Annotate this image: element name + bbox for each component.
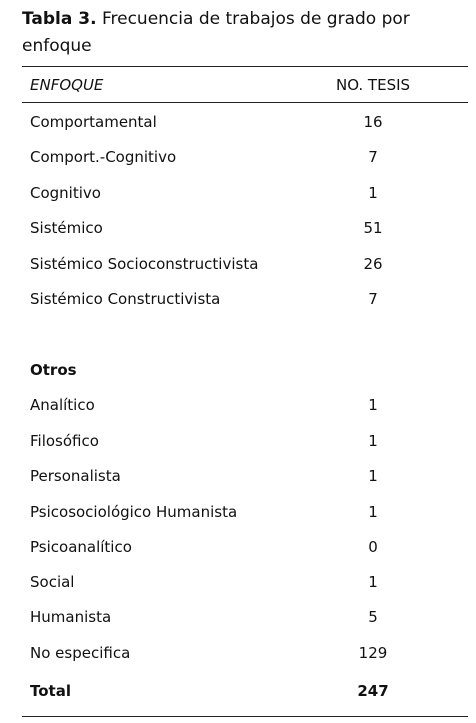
row-enfoque: Social <box>30 573 75 591</box>
row-enfoque: Sistémico Constructivista <box>30 290 221 308</box>
table-row <box>0 393 476 417</box>
row-enfoque: Humanista <box>30 608 112 626</box>
row-tesis: 51 <box>363 219 383 237</box>
section-heading-otros <box>0 358 476 382</box>
row-tesis: 7 <box>368 290 378 308</box>
table-bottom-rule <box>22 716 468 717</box>
row-tesis: 7 <box>368 148 378 166</box>
column-header-tesis: NO. TESIS <box>335 76 411 94</box>
row-tesis: 5 <box>368 608 378 626</box>
row-enfoque: Psicosociológico Humanista <box>30 503 238 521</box>
row-tesis: 16 <box>363 113 383 131</box>
row-enfoque: Psicoanalítico <box>30 538 132 556</box>
row-enfoque: Comport.-Cognitivo <box>30 148 177 166</box>
row-tesis: 1 <box>368 432 378 450</box>
table-row <box>0 605 476 629</box>
table-row <box>0 641 476 665</box>
table-row <box>0 145 476 169</box>
column-header-enfoque: ENFOQUE <box>30 76 104 94</box>
table-row <box>0 570 476 594</box>
row-enfoque: Personalista <box>30 467 121 485</box>
table-row <box>0 110 476 134</box>
table-caption <box>22 6 462 60</box>
row-enfoque: Sistémico Socioconstructivista <box>30 255 259 273</box>
row-tesis: 0 <box>368 538 378 556</box>
row-tesis: 129 <box>358 644 388 662</box>
caption-text: Frecuencia de trabajos de grado por enfoque <box>22 9 410 56</box>
row-tesis: 1 <box>368 396 378 414</box>
row-tesis: 1 <box>368 573 378 591</box>
row-enfoque: Analítico <box>30 396 95 414</box>
total-value: 247 <box>357 682 389 700</box>
table-row <box>0 181 476 205</box>
table-row <box>0 287 476 311</box>
row-tesis: 26 <box>363 255 383 273</box>
table-row <box>0 535 476 559</box>
row-enfoque: Comportamental <box>30 113 157 131</box>
row-tesis: 1 <box>368 184 378 202</box>
table-row <box>0 464 476 488</box>
caption-label: Tabla 3. <box>22 9 97 29</box>
table-header-rule <box>22 102 468 103</box>
table-row <box>0 216 476 240</box>
total-label: Total <box>30 682 71 700</box>
row-enfoque: Filosófico <box>30 432 99 450</box>
row-enfoque: Cognitivo <box>30 184 101 202</box>
row-enfoque: Sistémico <box>30 219 103 237</box>
table-top-rule <box>22 66 468 67</box>
section-title: Otros <box>30 361 77 379</box>
row-tesis: 1 <box>368 467 378 485</box>
row-enfoque: No especifica <box>30 644 131 662</box>
total-row <box>0 679 476 703</box>
row-tesis: 1 <box>368 503 378 521</box>
table-row <box>0 252 476 276</box>
table-row <box>0 500 476 524</box>
table-row <box>0 429 476 453</box>
